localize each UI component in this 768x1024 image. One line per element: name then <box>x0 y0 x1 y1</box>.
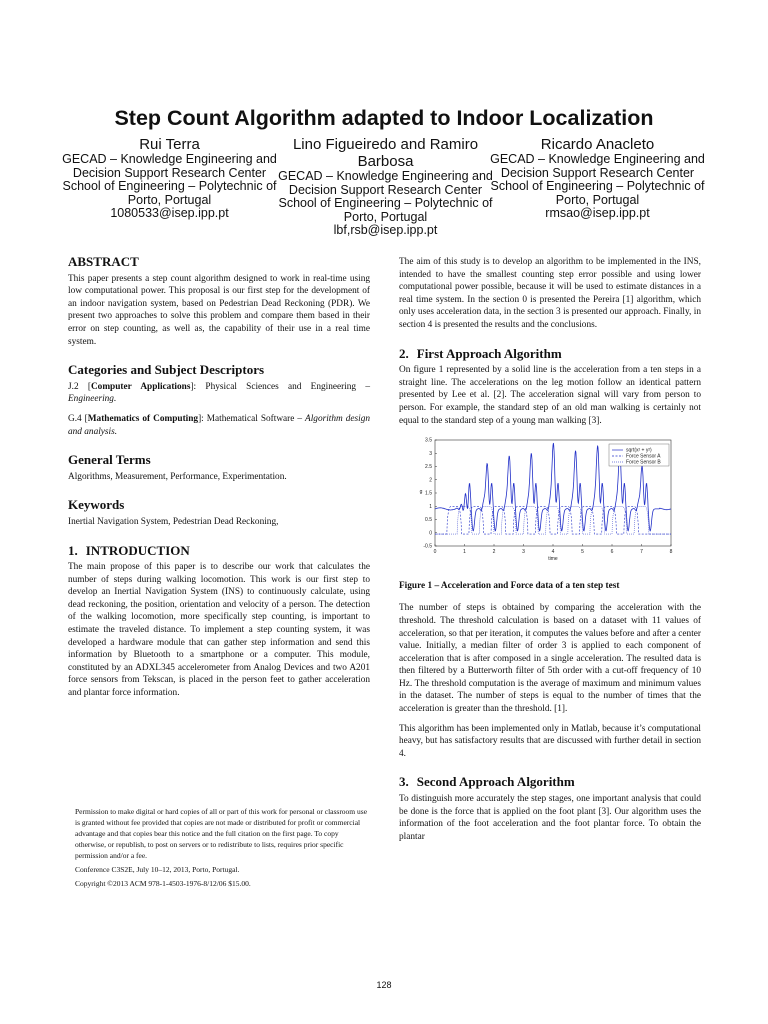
intro-continued-text: The aim of this study is to develop an algorithm to be implemented in the INS, intended to have the smallest counting step error possible and using lower computational power possible, because it will be used to estimate distances in a real time system. In the section 0 is presented the Pereira [1] algorithm, which only uses acceleration data, in the section 3 is presented our approach. Finally, in section 4 is presented the results and the conclusions. <box>399 257 701 330</box>
x-tick-label: 4 <box>551 549 555 556</box>
category-item: J.2 [Computer Applications]: Physical Sciences and Engineering – Engineering. <box>68 381 370 405</box>
section2-paragraph: On figure 1 represented by a solid line is the acceleration from a ten steps in a straight line. The accelerations on the leg motion follow an identical pattern presented by Lee et al. [2]. The acceleration signal will vary from person to person. For example, the standard step of an old man walking is certainly not equal to the standard step of a young man walking [3]. <box>399 365 701 426</box>
legend-label: sqrt(x² + y²) <box>626 447 652 454</box>
right-column <box>399 256 701 850</box>
acceleration-force-chart <box>413 434 683 569</box>
author-school: School of Engineering – Polytechnic of Porto, Portugal <box>490 179 705 207</box>
category-item: G.4 [Mathematics of Computing]: Mathematical Software – Algorithm design and analysis. <box>68 413 370 437</box>
section3-paragraph: To distinguish more accurately the step stages, one important analysis that could be done is the force that is applied on the foot plant [3]. Our algorithm uses the information of the foot acceleration and the foot plantar force. To obtain the plantar <box>399 794 701 842</box>
paper-title: Step Count Algorithm adapted to Indoor Localization <box>114 106 654 130</box>
permission-notice <box>75 806 371 892</box>
x-tick-label: 6 <box>610 549 614 556</box>
general-terms-heading: General Terms <box>68 452 151 468</box>
section2-heading: 2. First Approach Algorithm <box>399 345 562 361</box>
legend-label: Force Sensor B <box>626 459 661 466</box>
abstract-heading: ABSTRACT <box>68 254 139 269</box>
author-name: Rui Terra <box>139 136 200 153</box>
conference-line: Conference C3S2E, July 10–12, 2013, Porto, Portugal. <box>75 865 240 874</box>
y-tick-label: 2 <box>429 477 432 484</box>
copyright-line: Copyright ©2013 ACM 978-1-4503-1976-8/12/06 $15.00. <box>75 879 251 888</box>
x-tick-label: 3 <box>522 549 525 556</box>
author-block-1 <box>62 136 277 221</box>
author-block-2 <box>278 136 493 238</box>
section2-paragraph: The number of steps is obtained by comparing the acceleration with the threshold. The threshold calculation is based on a dataset with 11 values of acceleration, so that per iteration, it computes the values before and after a center value. Initially, a median filter of order 3 is applied to each component of acceleration that is after composed in a single acceleration. The resulted data is then filtered by a Butterworth filter of 5th order with a cut-off frequency of 10 Hz. The threshold computation is the average of maximum and minimum values in the dataset. The number of steps is equal to the number of times that the acceleration is greater than the threshold. [1]. <box>399 603 701 715</box>
permission-text: Permission to make digital or hard copies of all or part of this work for personal or classroom use is granted without fee provided that copies are not made or distributed for profit or commercial advantage and that copies bear this notice and the full citation on the first page. To copy otherwise, or republish, to post on servers or to redistribute to lists, requires prior specific permission and/or a fee. <box>75 807 368 860</box>
page-number: 128 <box>376 980 392 990</box>
author-email: 1080533@isep.ipp.pt <box>110 206 229 220</box>
author-school: School of Engineering – Polytechnic of Porto, Portugal <box>278 196 493 224</box>
keywords-heading: Keywords <box>68 497 125 513</box>
y-tick-label: 1.5 <box>425 490 432 497</box>
y-tick-label: -0.5 <box>423 543 432 550</box>
legend-label: Force Sensor A <box>626 453 661 460</box>
x-tick-label: 8 <box>669 549 673 556</box>
author-affiliation: GECAD – Knowledge Engineering and Decision Support Research Center <box>278 169 493 197</box>
author-name: Lino Figueiredo and Ramiro Barbosa <box>292 136 479 170</box>
intro-text: The main propose of this paper is to describe our work that calculates the number of steps during walking locomotion. This work is our first step to develop an Inertial Navigation System (INS) to continuously calculate, using dead reckoning, the position, orientation and velocity of a person. The detection of the walking locomotion, more specifically step counting, is important to estimate the traveled distance. To implement a step counting system, it was developed a hardware module that can gather step information and send this information by Bluetooth to a smartphone or a computer. This module, constituted by an ADXL345 accelerometer from Analog Devices and two A201 force sensors from Tekscan, is placed in the person feet to gather acceleration and plantar force information. <box>68 562 370 699</box>
x-tick-label: 5 <box>581 549 584 556</box>
x-tick-label: 0 <box>433 549 437 556</box>
figure-1 <box>413 434 701 574</box>
y-tick-label: 3 <box>429 451 432 458</box>
keywords-text: Inertial Navigation System, Pedestrian Dead Reckoning, <box>68 516 279 527</box>
y-tick-label: 0.5 <box>425 517 432 524</box>
section2-paragraph: This algorithm has been implemented only in Matlab, because it’s computational heavy, but has satisfactory results that are discussed with further detail in section 4. <box>399 723 701 759</box>
x-axis-label: time <box>548 556 558 563</box>
x-tick-label: 2 <box>492 549 496 556</box>
author-affiliation: GECAD – Knowledge Engineering and Decision Support Research Center <box>490 152 705 180</box>
x-tick-label: 7 <box>640 549 643 556</box>
author-email: rmsao@isep.ipp.pt <box>545 206 650 220</box>
section3-heading: 3. Second Approach Algorithm <box>399 774 575 790</box>
left-column <box>68 256 370 707</box>
figure-caption: Figure 1 – Acceleration and Force data of a ten step test <box>399 580 620 591</box>
abstract-text: This paper presents a step count algorithm designed to work in real-time using low computational power. This proposal is our first step for the development of an indoor navigation system, based on Pedestrian Dead Reckoning (PDR). We present two approaches to solve this problem and compare them based in their error on step counting, as well as, the capability of their use in a real time system. <box>68 273 370 347</box>
y-tick-label: 2.5 <box>425 464 432 471</box>
y-tick-label: 1 <box>429 504 432 511</box>
intro-heading: 1. INTRODUCTION <box>68 542 190 558</box>
y-tick-label: 3.5 <box>425 437 432 444</box>
author-block-3 <box>490 136 705 221</box>
categories-heading: Categories and Subject Descriptors <box>68 362 265 378</box>
general-terms-text: Algorithms, Measurement, Performance, Experimentation. <box>68 471 287 482</box>
author-name: Ricardo Anacleto <box>540 136 655 153</box>
author-affiliation: GECAD – Knowledge Engineering and Decision Support Research Center <box>62 152 277 180</box>
y-tick-label: 0 <box>429 530 432 537</box>
author-school: School of Engineering – Polytechnic of Porto, Portugal <box>62 179 277 207</box>
x-tick-label: 1 <box>463 549 466 556</box>
y-axis-label: g <box>419 489 423 496</box>
author-email: lbf,rsb@isep.ipp.pt <box>333 223 438 237</box>
